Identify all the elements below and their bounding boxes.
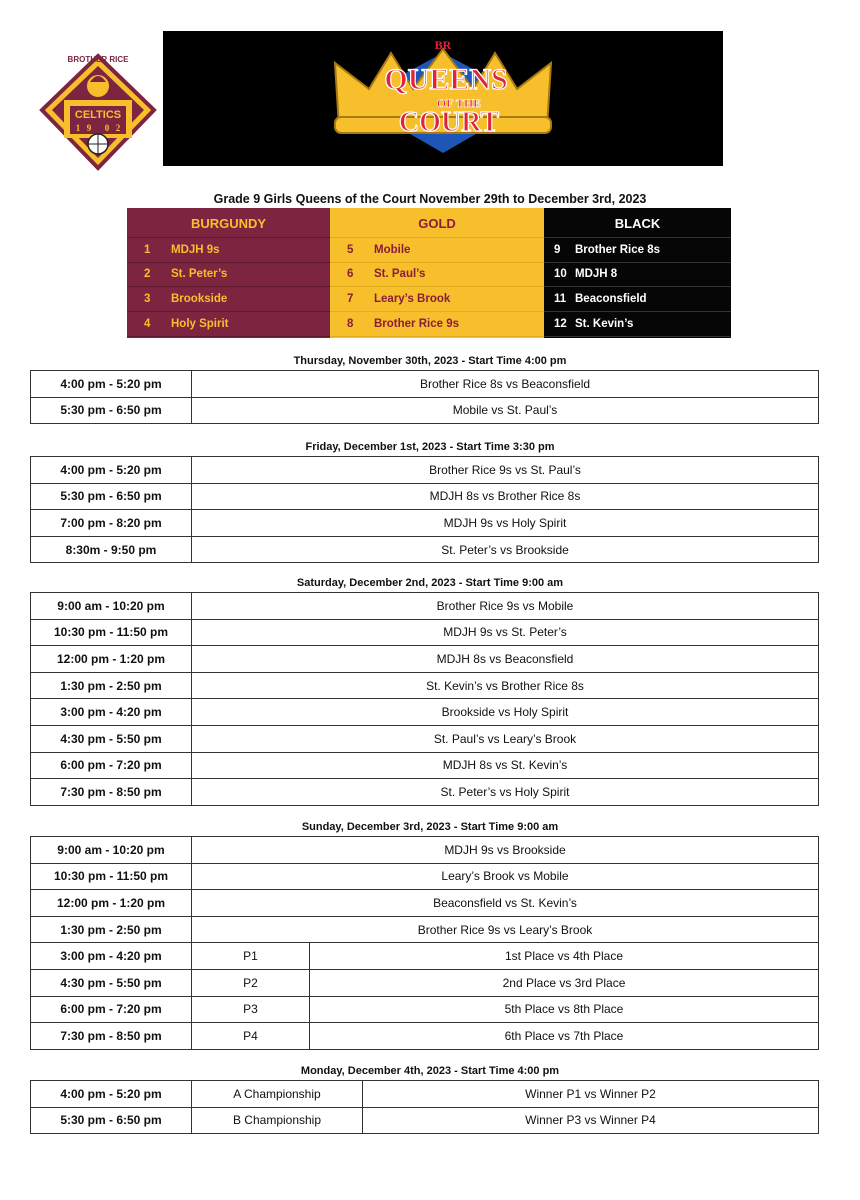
group-team: 6 St. Paul’s (330, 262, 544, 287)
game-matchup: 6th Place vs 7th Place (310, 1023, 819, 1050)
group-team: 5 Mobile (330, 237, 544, 263)
svg-text:2: 2 (115, 123, 121, 133)
game-time: 7:00 pm - 8:20 pm (31, 510, 192, 537)
table-row (31, 699, 819, 726)
game-time: 5:30 pm - 6:50 pm (31, 397, 192, 424)
table-row (31, 752, 819, 779)
table-row (31, 890, 819, 917)
svg-text:1: 1 (75, 123, 81, 133)
game-time: 12:00 pm - 1:20 pm (31, 646, 192, 673)
logo-top-text: BROTHER RICE (67, 55, 129, 64)
groups-table (127, 208, 731, 338)
game-matchup: Mobile vs St. Paul’s (192, 397, 819, 424)
table-row (31, 943, 819, 970)
game-time: 3:00 pm - 4:20 pm (31, 943, 192, 970)
playoff-code: P1 (192, 943, 310, 970)
playoff-code: P3 (192, 996, 310, 1023)
schedule-table-sunday (30, 836, 819, 1050)
group-team: 9 Brother Rice 8s (544, 237, 731, 263)
document-title: Grade 9 Girls Queens of the Court November 29th to December 3rd, 2023 (213, 192, 647, 206)
game-time: 1:30 pm - 2:50 pm (31, 672, 192, 699)
svg-text:9: 9 (86, 123, 92, 133)
game-matchup: St. Peter’s vs Holy Spirit (192, 779, 819, 806)
group-team: 11 Beaconsfield (544, 287, 731, 312)
game-matchup: MDJH 9s vs Brookside (192, 837, 819, 864)
table-row (31, 969, 819, 996)
day-heading-thursday: Thursday, November 30th, 2023 - Start Time 4:00 pm (293, 355, 567, 367)
group-team: 10 MDJH 8 (544, 262, 731, 287)
game-matchup: MDJH 8s vs Brother Rice 8s (192, 483, 819, 510)
table-row (31, 996, 819, 1023)
table-row (31, 619, 819, 646)
playoff-code: P2 (192, 969, 310, 996)
queens-of-the-court-banner (163, 31, 723, 166)
group-team: 8 Brother Rice 9s (330, 312, 544, 337)
table-row (31, 863, 819, 890)
table-row (31, 483, 819, 510)
table-row (31, 1081, 819, 1108)
game-matchup: MDJH 9s vs Holy Spirit (192, 510, 819, 537)
table-row (31, 916, 819, 943)
schedule-table-thursday (30, 370, 819, 424)
game-time: 9:00 am - 10:20 pm (31, 837, 192, 864)
game-matchup: MDJH 8s vs Beaconsfield (192, 646, 819, 673)
game-time: 6:00 pm - 7:20 pm (31, 996, 192, 1023)
banner-monogram: BR (434, 38, 452, 52)
game-time: 7:30 pm - 8:50 pm (31, 1023, 192, 1050)
game-time: 4:00 pm - 5:20 pm (31, 457, 192, 484)
game-matchup: St. Paul’s vs Leary’s Brook (192, 725, 819, 752)
game-matchup: Brother Rice 9s vs St. Paul’s (192, 457, 819, 484)
game-label: A Championship (192, 1081, 363, 1108)
table-row (31, 536, 819, 563)
game-time: 12:00 pm - 1:20 pm (31, 890, 192, 917)
game-time: 6:00 pm - 7:20 pm (31, 752, 192, 779)
day-heading-saturday: Saturday, December 2nd, 2023 - Start Time 9:00 am (296, 577, 564, 589)
game-matchup: MDJH 8s vs St. Kevin’s (192, 752, 819, 779)
game-time: 9:00 am - 10:20 pm (31, 593, 192, 620)
game-matchup: Brother Rice 9s vs Leary’s Brook (192, 916, 819, 943)
game-matchup: 2nd Place vs 3rd Place (310, 969, 819, 996)
banner-line3: COURT (398, 107, 500, 138)
game-matchup: Brother Rice 9s vs Mobile (192, 593, 819, 620)
game-time: 10:30 pm - 11:50 pm (31, 863, 192, 890)
table-row (31, 725, 819, 752)
table-row (31, 510, 819, 537)
game-matchup: Winner P1 vs Winner P2 (363, 1081, 819, 1108)
banner-line2: OF THE (436, 96, 482, 110)
table-row (31, 1107, 819, 1134)
playoff-code: P4 (192, 1023, 310, 1050)
group-header: GOLD (418, 216, 456, 231)
group-team: 3 Brookside (127, 287, 330, 312)
table-row (31, 672, 819, 699)
game-time: 8:30m - 9:50 pm (31, 536, 192, 563)
group-gold (330, 208, 544, 338)
game-time: 4:30 pm - 5:50 pm (31, 725, 192, 752)
game-matchup: Brookside vs Holy Spirit (192, 699, 819, 726)
game-matchup: 1st Place vs 4th Place (310, 943, 819, 970)
game-matchup: MDJH 9s vs St. Peter’s (192, 619, 819, 646)
svg-text:0: 0 (104, 123, 110, 133)
game-matchup: Winner P3 vs Winner P4 (363, 1107, 819, 1134)
group-team: 12 St. Kevin’s (544, 312, 731, 337)
table-row (31, 1023, 819, 1050)
game-time: 5:30 pm - 6:50 pm (31, 483, 192, 510)
table-row (31, 646, 819, 673)
game-time: 10:30 pm - 11:50 pm (31, 619, 192, 646)
group-team: 1 MDJH 9s (127, 237, 330, 263)
day-heading-friday: Friday, December 1st, 2023 - Start Time 3:30 pm (305, 441, 555, 453)
brother-rice-celtics-logo (36, 52, 160, 172)
group-team: 4 Holy Spirit (127, 312, 330, 337)
game-matchup: 5th Place vs 8th Place (310, 996, 819, 1023)
table-row (31, 593, 819, 620)
day-heading-sunday: Sunday, December 3rd, 2023 - Start Time 9:00 am (301, 821, 559, 833)
schedule-table-saturday (30, 592, 819, 806)
game-matchup: Leary’s Brook vs Mobile (192, 863, 819, 890)
group-burgundy (127, 208, 330, 338)
game-time: 7:30 pm - 8:50 pm (31, 779, 192, 806)
game-time: 1:30 pm - 2:50 pm (31, 916, 192, 943)
table-row (31, 457, 819, 484)
game-time: 5:30 pm - 6:50 pm (31, 1107, 192, 1134)
group-header: BURGUNDY (190, 216, 267, 231)
schedule-table-friday (30, 456, 819, 563)
group-header: BLACK (614, 216, 661, 231)
day-heading-monday: Monday, December 4th, 2023 - Start Time 4:00 pm (300, 1065, 560, 1077)
table-row (31, 837, 819, 864)
game-time: 4:30 pm - 5:50 pm (31, 969, 192, 996)
group-team: 2 St. Peter’s (127, 262, 330, 287)
group-black (544, 208, 731, 338)
crown-logo (163, 31, 723, 166)
game-matchup: Brother Rice 8s vs Beaconsfield (192, 371, 819, 398)
game-matchup: St. Kevin’s vs Brother Rice 8s (192, 672, 819, 699)
table-row (31, 397, 819, 424)
table-row (31, 371, 819, 398)
group-team: 7 Leary’s Brook (330, 287, 544, 312)
game-time: 4:00 pm - 5:20 pm (31, 371, 192, 398)
game-matchup: St. Peter’s vs Brookside (192, 536, 819, 563)
game-time: 4:00 pm - 5:20 pm (31, 1081, 192, 1108)
table-row (31, 779, 819, 806)
game-label: B Championship (192, 1107, 363, 1134)
game-time: 3:00 pm - 4:20 pm (31, 699, 192, 726)
game-matchup: Beaconsfield vs St. Kevin’s (192, 890, 819, 917)
schedule-table-monday (30, 1080, 819, 1134)
logo-middle-text: CELTICS (74, 109, 122, 121)
banner-line1: QUEENS (384, 63, 508, 96)
